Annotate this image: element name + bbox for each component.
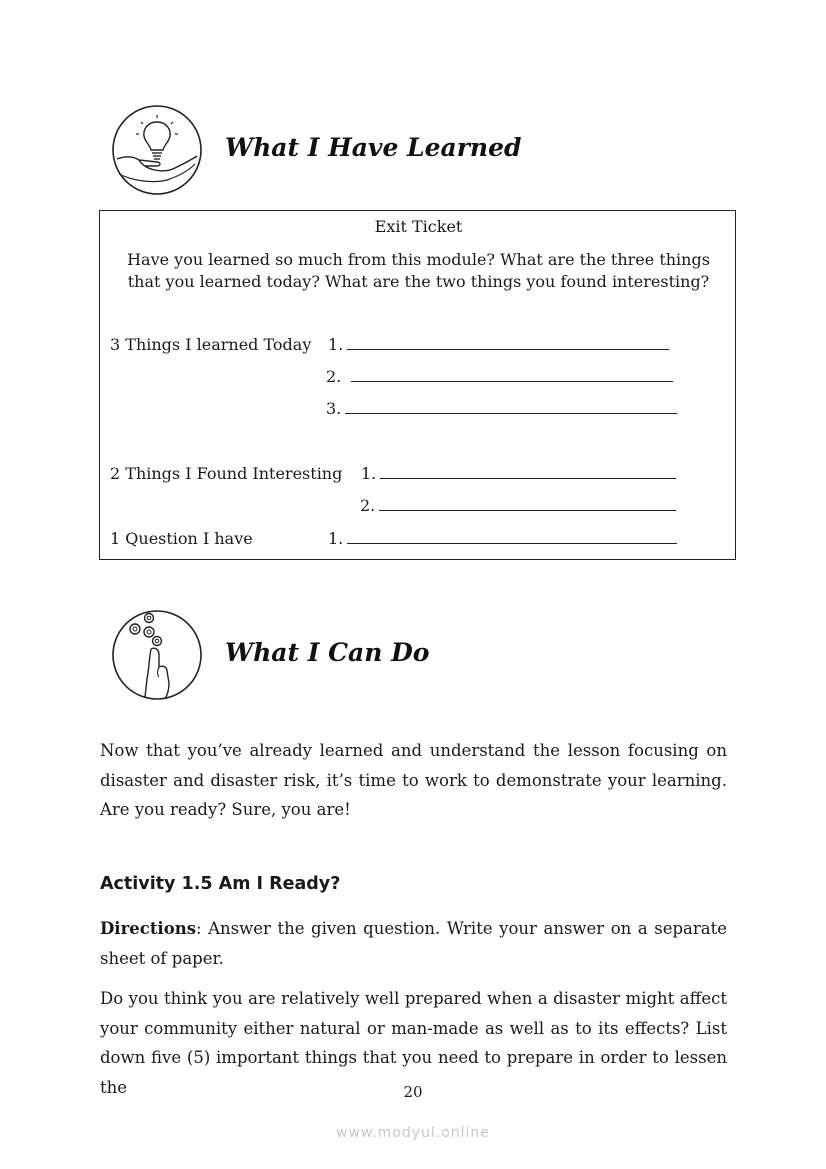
directions-paragraph (100, 914, 727, 973)
interesting-item-1[interactable]: 1. (361, 464, 676, 483)
directions-label: Directions (100, 919, 196, 938)
learned-item-2[interactable]: 2. (326, 367, 673, 386)
group-label-interesting: 2 Things I Found Interesting (110, 464, 343, 483)
answer-blank[interactable] (347, 335, 669, 350)
lightbulb-hand-icon (111, 104, 203, 196)
directions-text: : Answer the given question. Write your answer on a separate sheet of paper. (100, 919, 727, 968)
exit-ticket-box (99, 210, 736, 560)
learned-item-3[interactable]: 3. (326, 399, 677, 418)
intro-paragraph: Now that you’ve already learned and understand the lesson focusing on disaster and disaster risk, it’s time to work to demonstrate your learning. Are you ready? Sure, you are! (100, 741, 727, 819)
question-item-1[interactable]: 1. (328, 529, 677, 548)
group-label-learned: 3 Things I learned Today (110, 335, 312, 354)
answer-blank[interactable] (345, 399, 677, 414)
activity-heading: Activity 1.5 Am I Ready? (100, 874, 341, 894)
interesting-item-2[interactable]: 2. (360, 496, 676, 515)
exit-ticket-question: Have you learned so much from this module? What are the three things that you learned today? What are the two things you found interesting? (127, 250, 710, 291)
activity-question: Do you think you are relatively well prepared when a disaster might affect your community either natural or man-made as well as to its effects? List down five (5) important things that you need to prepare in order to lessen the (100, 989, 727, 1097)
section-title-what-i-can-do: What I Can Do (225, 638, 430, 667)
answer-blank[interactable] (380, 464, 676, 479)
watermark: www.modyul.online (336, 1125, 490, 1141)
page-number: 20 (403, 1083, 423, 1101)
gears-hand-icon (111, 609, 203, 701)
exit-ticket-title: Exit Ticket (374, 217, 463, 236)
answer-blank[interactable] (351, 367, 673, 382)
answer-blank[interactable] (347, 529, 677, 544)
learned-item-1[interactable]: 1. (328, 335, 669, 354)
answer-blank[interactable] (379, 496, 676, 511)
section-title-what-i-have-learned: What I Have Learned (225, 133, 522, 162)
group-label-question: 1 Question I have (110, 529, 253, 548)
